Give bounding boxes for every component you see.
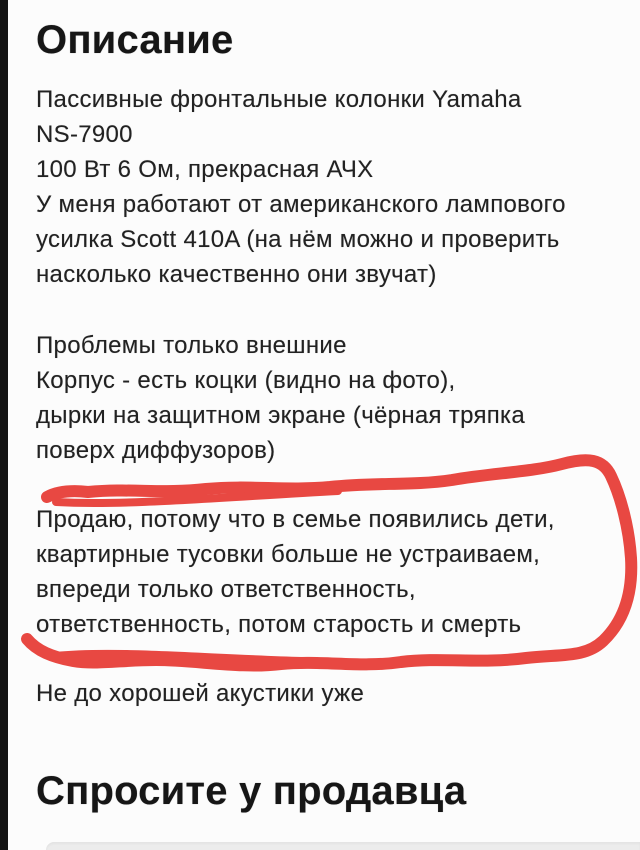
paragraph-line: насколько качественно они звучат)	[36, 261, 437, 288]
paragraph-line: 100 Вт 6 Ом, прекрасная АЧХ	[36, 156, 374, 183]
paragraph-line: Корпус - есть коцки (видно на фото),	[36, 367, 456, 394]
paragraph-line: Проблемы только внешние	[36, 332, 347, 359]
paragraph-line: дырки на защитном экране (чёрная тряпка	[36, 402, 526, 429]
description-paragraph-1	[36, 82, 566, 292]
red-marker-circle-bottom-overlap	[55, 654, 302, 661]
paragraph-line: Продаю, потому что в семье появились дети,	[36, 506, 555, 533]
paragraph-line: NS-7900	[36, 121, 133, 148]
paragraph-line: ответственность, потом старость и смерть	[36, 611, 522, 638]
ask-seller-title: Спросите у продавца	[36, 769, 467, 813]
paragraph-line: У меня работают от американского лампового	[36, 191, 566, 218]
description-circled-paragraph	[36, 502, 555, 642]
paragraph-line: Не до хорошей акустики уже	[36, 680, 365, 707]
paragraph-line: впереди только ответственность,	[36, 576, 416, 603]
left-edge-bar	[0, 0, 8, 850]
description-paragraph-2	[36, 328, 525, 468]
paragraph-line: усилка Scott 410A (на нём можно и проверить	[36, 226, 560, 253]
paragraph-line: поверх диффузоров)	[36, 437, 276, 464]
next-section-edge	[46, 842, 640, 850]
paragraph-line: квартирные тусовки больше не устраиваем,	[36, 541, 541, 568]
description-closing-line	[36, 676, 364, 711]
paragraph-line: Пассивные фронтальные колонки Yamaha	[36, 86, 522, 113]
description-title: Описание	[36, 18, 234, 62]
